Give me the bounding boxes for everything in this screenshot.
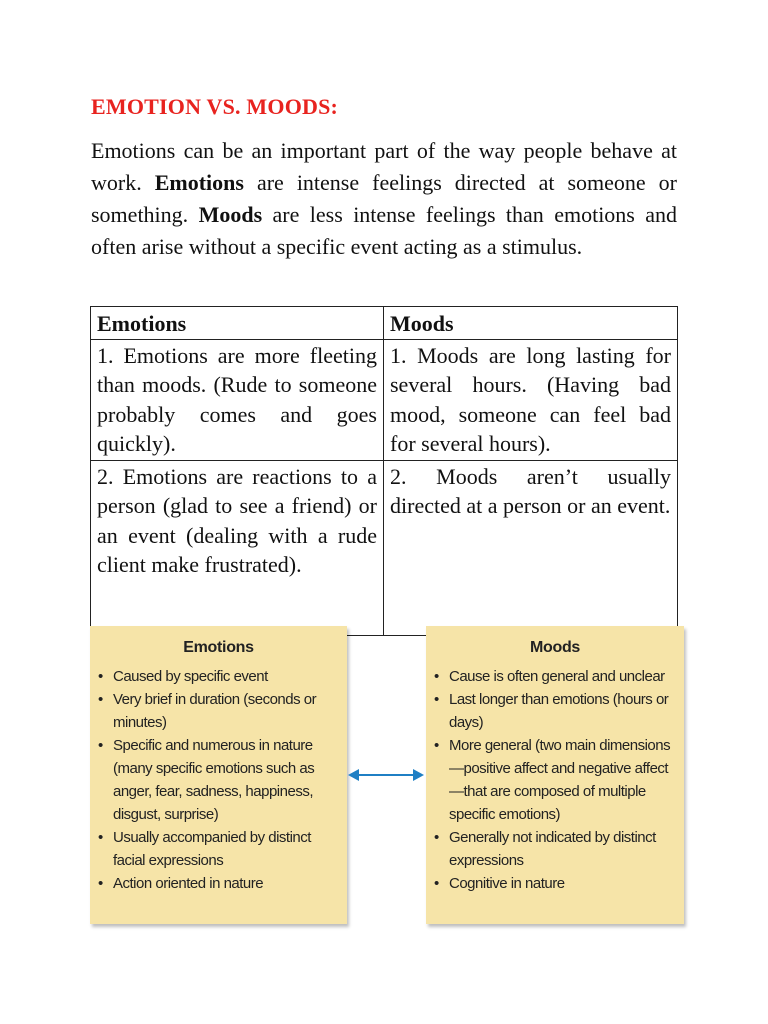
emotions-box-title: Emotions: [183, 639, 254, 656]
table-header-emotions: Emotions: [91, 307, 384, 340]
list-item: • Usually accompanied by distinct facial expressions: [98, 826, 341, 872]
list-item: • Cause is often general and unclear: [434, 665, 678, 688]
intro-term-moods: Moods: [198, 202, 263, 227]
list-item: • Cognitive in nature: [434, 872, 678, 895]
list-item: • Generally not indicated by distinct expressions: [434, 826, 678, 872]
list-item: • Very brief in duration (seconds or minutes): [98, 688, 341, 734]
intro-text-2: are intense feelings directed at someone or something.: [91, 170, 677, 227]
list-item: • Last longer than emotions (hours or days): [434, 688, 678, 734]
table-row: [91, 339, 678, 460]
table-cell-emotions-1: 1. Emotions are more fleeting than moods. (Rude to someone probably comes and goes quickly).: [91, 339, 384, 460]
emotions-box-list: [90, 665, 347, 895]
list-item: • Action oriented in nature: [98, 872, 341, 895]
intro-text-1: Emotions can be an important part of the way people behave at work.: [91, 138, 677, 195]
table-cell-moods-2: 2. Moods aren’t usually directed at a person or an event.: [384, 460, 678, 635]
table-row: [91, 460, 678, 635]
intro-term-emotions: Emotions: [154, 170, 244, 195]
table-header-moods: Moods: [384, 307, 678, 340]
intro-paragraph: [91, 135, 677, 263]
double-headed-arrow-icon: [346, 762, 426, 788]
table-cell-emotions-2: 2. Emotions are reactions to a person (glad to see a friend) or an event (dealing with a rude client make frustrated).: [91, 460, 384, 635]
moods-box: [426, 626, 684, 924]
table-header-row: [91, 307, 678, 340]
comparison-table: [90, 306, 678, 636]
list-item: • Specific and numerous in nature (many specific emotions such as anger, fear, sadness, happiness, disgust, surprise): [98, 734, 341, 826]
list-item: • More general (two main dimensions—positive affect and negative affect—that are composed of multiple specific emotions): [434, 734, 678, 826]
list-item: • Caused by specific event: [98, 665, 341, 688]
table-cell-moods-1: 1. Moods are long lasting for several hours. (Having bad mood, someone can feel bad for several hours).: [384, 339, 678, 460]
moods-box-title: Moods: [529, 639, 581, 656]
emotions-box: [90, 626, 347, 924]
intro-text-3: are less intense feelings than emotions and often arise without a specific event acting as a stimulus.: [91, 202, 678, 259]
page-title: EMOTION VS. MOODS:: [91, 94, 339, 119]
moods-box-list: [426, 665, 684, 895]
